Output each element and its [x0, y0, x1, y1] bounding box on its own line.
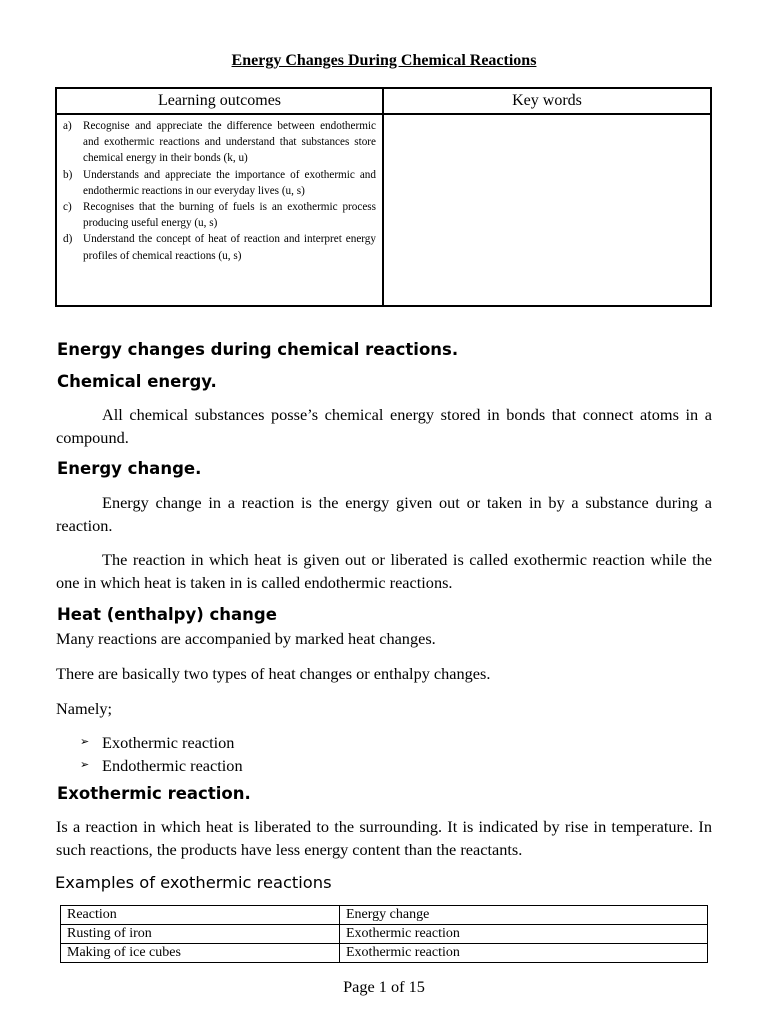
outcomes-table-header — [57, 89, 710, 115]
outcome-marker: c) — [63, 201, 72, 214]
arrow-bullet-icon: ➢ — [80, 736, 90, 748]
namely-text: Namely; — [56, 699, 113, 718]
energy-change-heading: Energy change. — [57, 459, 202, 478]
table-cell: Exothermic reaction — [340, 944, 708, 963]
key-words-header: Key words — [512, 92, 582, 109]
outcome-item — [63, 231, 376, 263]
enthalpy-heading: Heat (enthalpy) change — [57, 605, 277, 624]
chemical-energy-paragraph: All chemical substances posse’s chemical energy stored in bonds that connect atoms in a compound. — [56, 405, 712, 447]
examples-table — [60, 905, 708, 963]
table-row — [61, 944, 708, 963]
table-cell: Rusting of iron — [61, 925, 340, 944]
outcome-item — [63, 118, 376, 167]
list-item — [80, 731, 243, 754]
exothermic-paragraph: Is a reaction in which heat is liberated to the surrounding. It is indicated by rise in temperature. In such reactions, the products have less energy content than the reactants. — [56, 817, 712, 859]
list-item-text: Exothermic reaction — [102, 733, 235, 752]
outcome-marker: b) — [63, 168, 73, 181]
key-words-cell — [384, 115, 710, 305]
outcomes-table-body — [57, 115, 710, 305]
table-header-cell: Reaction — [61, 906, 340, 925]
outcome-text: Recognise and appreciate the difference between endothermic and exothermic reactions and understand that substances store chemical energy in their bonds (k, u) — [83, 120, 376, 165]
table-row — [61, 925, 708, 944]
enthalpy-paragraph-2: There are basically two types of heat changes or enthalpy changes. — [56, 664, 491, 683]
list-item-text: Endothermic reaction — [102, 756, 243, 775]
enthalpy-paragraph-1: Many reactions are accompanied by marked heat changes. — [56, 629, 436, 648]
table-header-row — [61, 906, 708, 925]
list-item — [80, 754, 243, 777]
exothermic-heading: Exothermic reaction. — [57, 784, 251, 803]
examples-heading: Examples of exothermic reactions — [55, 873, 332, 892]
outcome-marker: d) — [63, 233, 73, 246]
learning-outcomes-header: Learning outcomes — [57, 89, 384, 113]
learning-outcomes-table — [55, 87, 712, 307]
outcome-text: Understand the concept of heat of reaction and interpret energy profiles of chemical reactions (u, s) — [83, 233, 376, 262]
outcome-item — [63, 167, 376, 199]
table-cell: Exothermic reaction — [340, 925, 708, 944]
table-header-cell: Energy change — [340, 906, 708, 925]
table-cell: Making of ice cubes — [61, 944, 340, 963]
page-title: Energy Changes During Chemical Reactions — [231, 52, 537, 69]
arrow-bullet-icon: ➢ — [80, 759, 90, 771]
energy-change-paragraph: Energy change in a reaction is the energy given out or taken in by a substance during a reaction. — [56, 493, 712, 535]
reaction-types-list — [80, 731, 243, 777]
outcome-item — [63, 199, 376, 231]
chemical-energy-heading: Chemical energy. — [57, 372, 217, 391]
page-number: Page 1 of 15 — [343, 977, 425, 996]
outcome-text: Recognises that the burning of fuels is an exothermic process producing useful energy (u, s) — [83, 201, 376, 230]
outcome-list — [57, 115, 382, 264]
main-heading: Energy changes during chemical reactions. — [57, 340, 459, 359]
exo-endo-definition-paragraph: The reaction in which heat is given out or liberated is called exothermic reaction while the one in which heat is taken in is called endothermic reactions. — [56, 550, 712, 592]
outcome-text: Understands and appreciate the importance of exothermic and endothermic reactions in our everyday lives (u, s) — [83, 168, 376, 197]
outcome-marker: a) — [63, 120, 72, 132]
learning-outcomes-cell — [57, 115, 384, 305]
